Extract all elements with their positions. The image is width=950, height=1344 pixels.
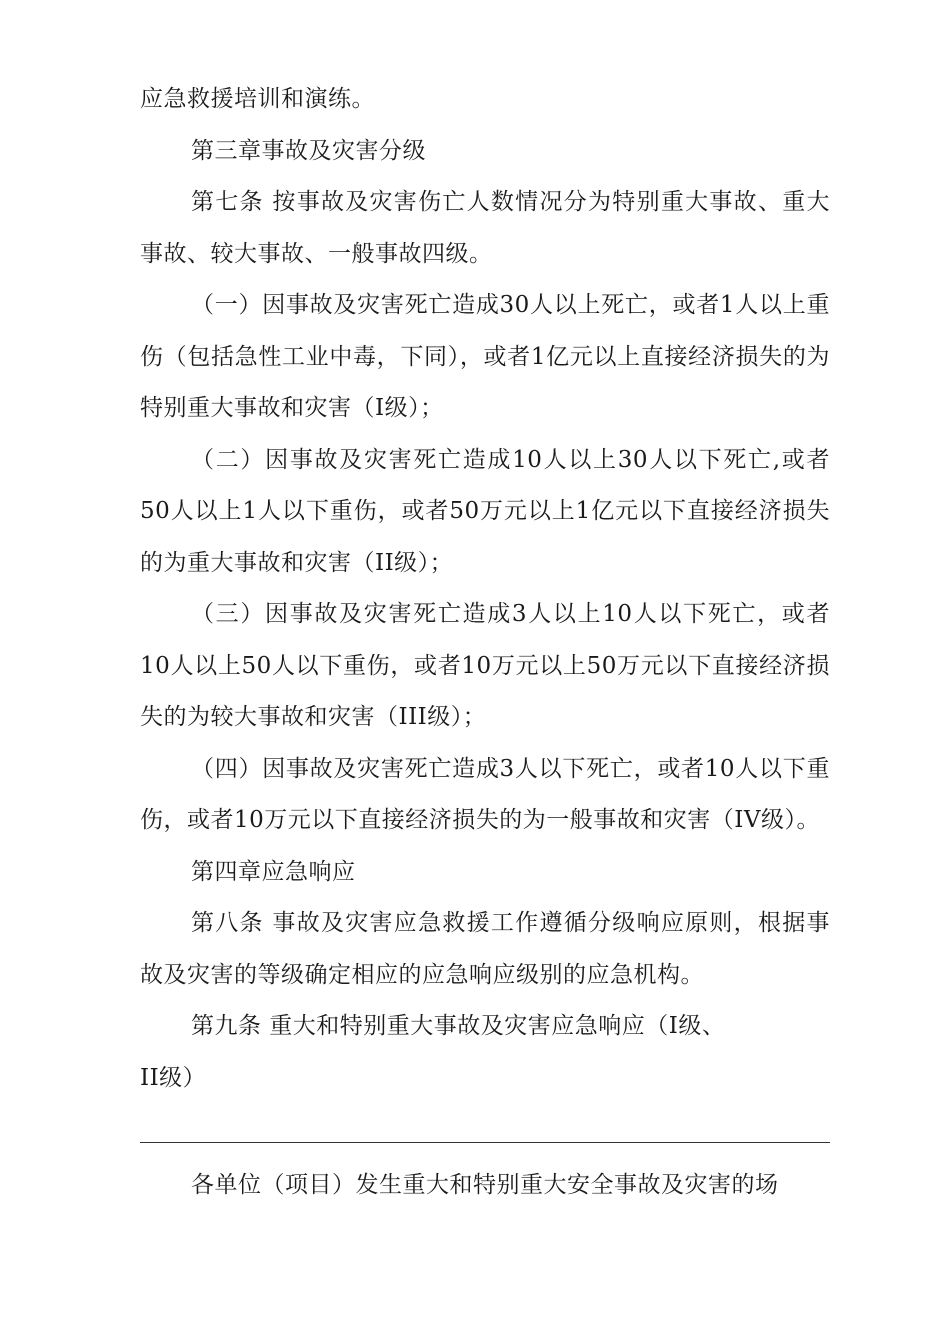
article-7-item-1: （一）因事故及灾害死亡造成30人以上死亡，或者1人以上重伤（包括急性工业中毒，下同），或者1亿元以上直接经济损失的为特别重大事故和灾害（I级）； [140, 292, 830, 421]
horizontal-divider [140, 1142, 830, 1143]
article-8: 第八条 事故及灾害应急救援工作遵循分级响应原则，根据事故及灾害的等级确定相应的应急响应级别的应急机构。 [140, 910, 830, 988]
chapter-3-heading: 第三章事故及灾害分级 [191, 137, 426, 164]
article-7-item-3: （三）因事故及灾害死亡造成3人以上10人以下死亡，或者10人以上50人以下重伤，或者10万元以上50万元以下直接经济损失的为较大事故和灾害（III级）； [140, 601, 830, 730]
section-after-divider [140, 1160, 830, 1212]
chapter-4-heading: 第四章应急响应 [191, 858, 356, 885]
article-7: 第七条 按事故及灾害伤亡人数情况分为特别重大事故、重大事故、较大事故、一般事故四级。 [140, 189, 830, 267]
document-body [140, 74, 830, 1104]
article-7-item-2: （二）因事故及灾害死亡造成10人以上30人以下死亡,或者50人以上1人以下重伤，或者50万元以上1亿元以下直接经济损失的为重大事故和灾害（II级）； [140, 446, 830, 576]
article-7-item-4: （四）因事故及灾害死亡造成3人以下死亡，或者10人以下重伤，或者10万元以下直接经济损失的为一般事故和灾害（IV级）。 [140, 755, 830, 833]
paragraph-continuation: 应急救援培训和演练。 [140, 86, 375, 112]
article-9-continuation: II级） [140, 1064, 207, 1091]
article-9: 第九条 重大和特别重大事故及灾害应急响应（I级、 [191, 1013, 726, 1039]
article-9-body: 各单位（项目）发生重大和特别重大安全事故及灾害的场 [191, 1172, 779, 1198]
